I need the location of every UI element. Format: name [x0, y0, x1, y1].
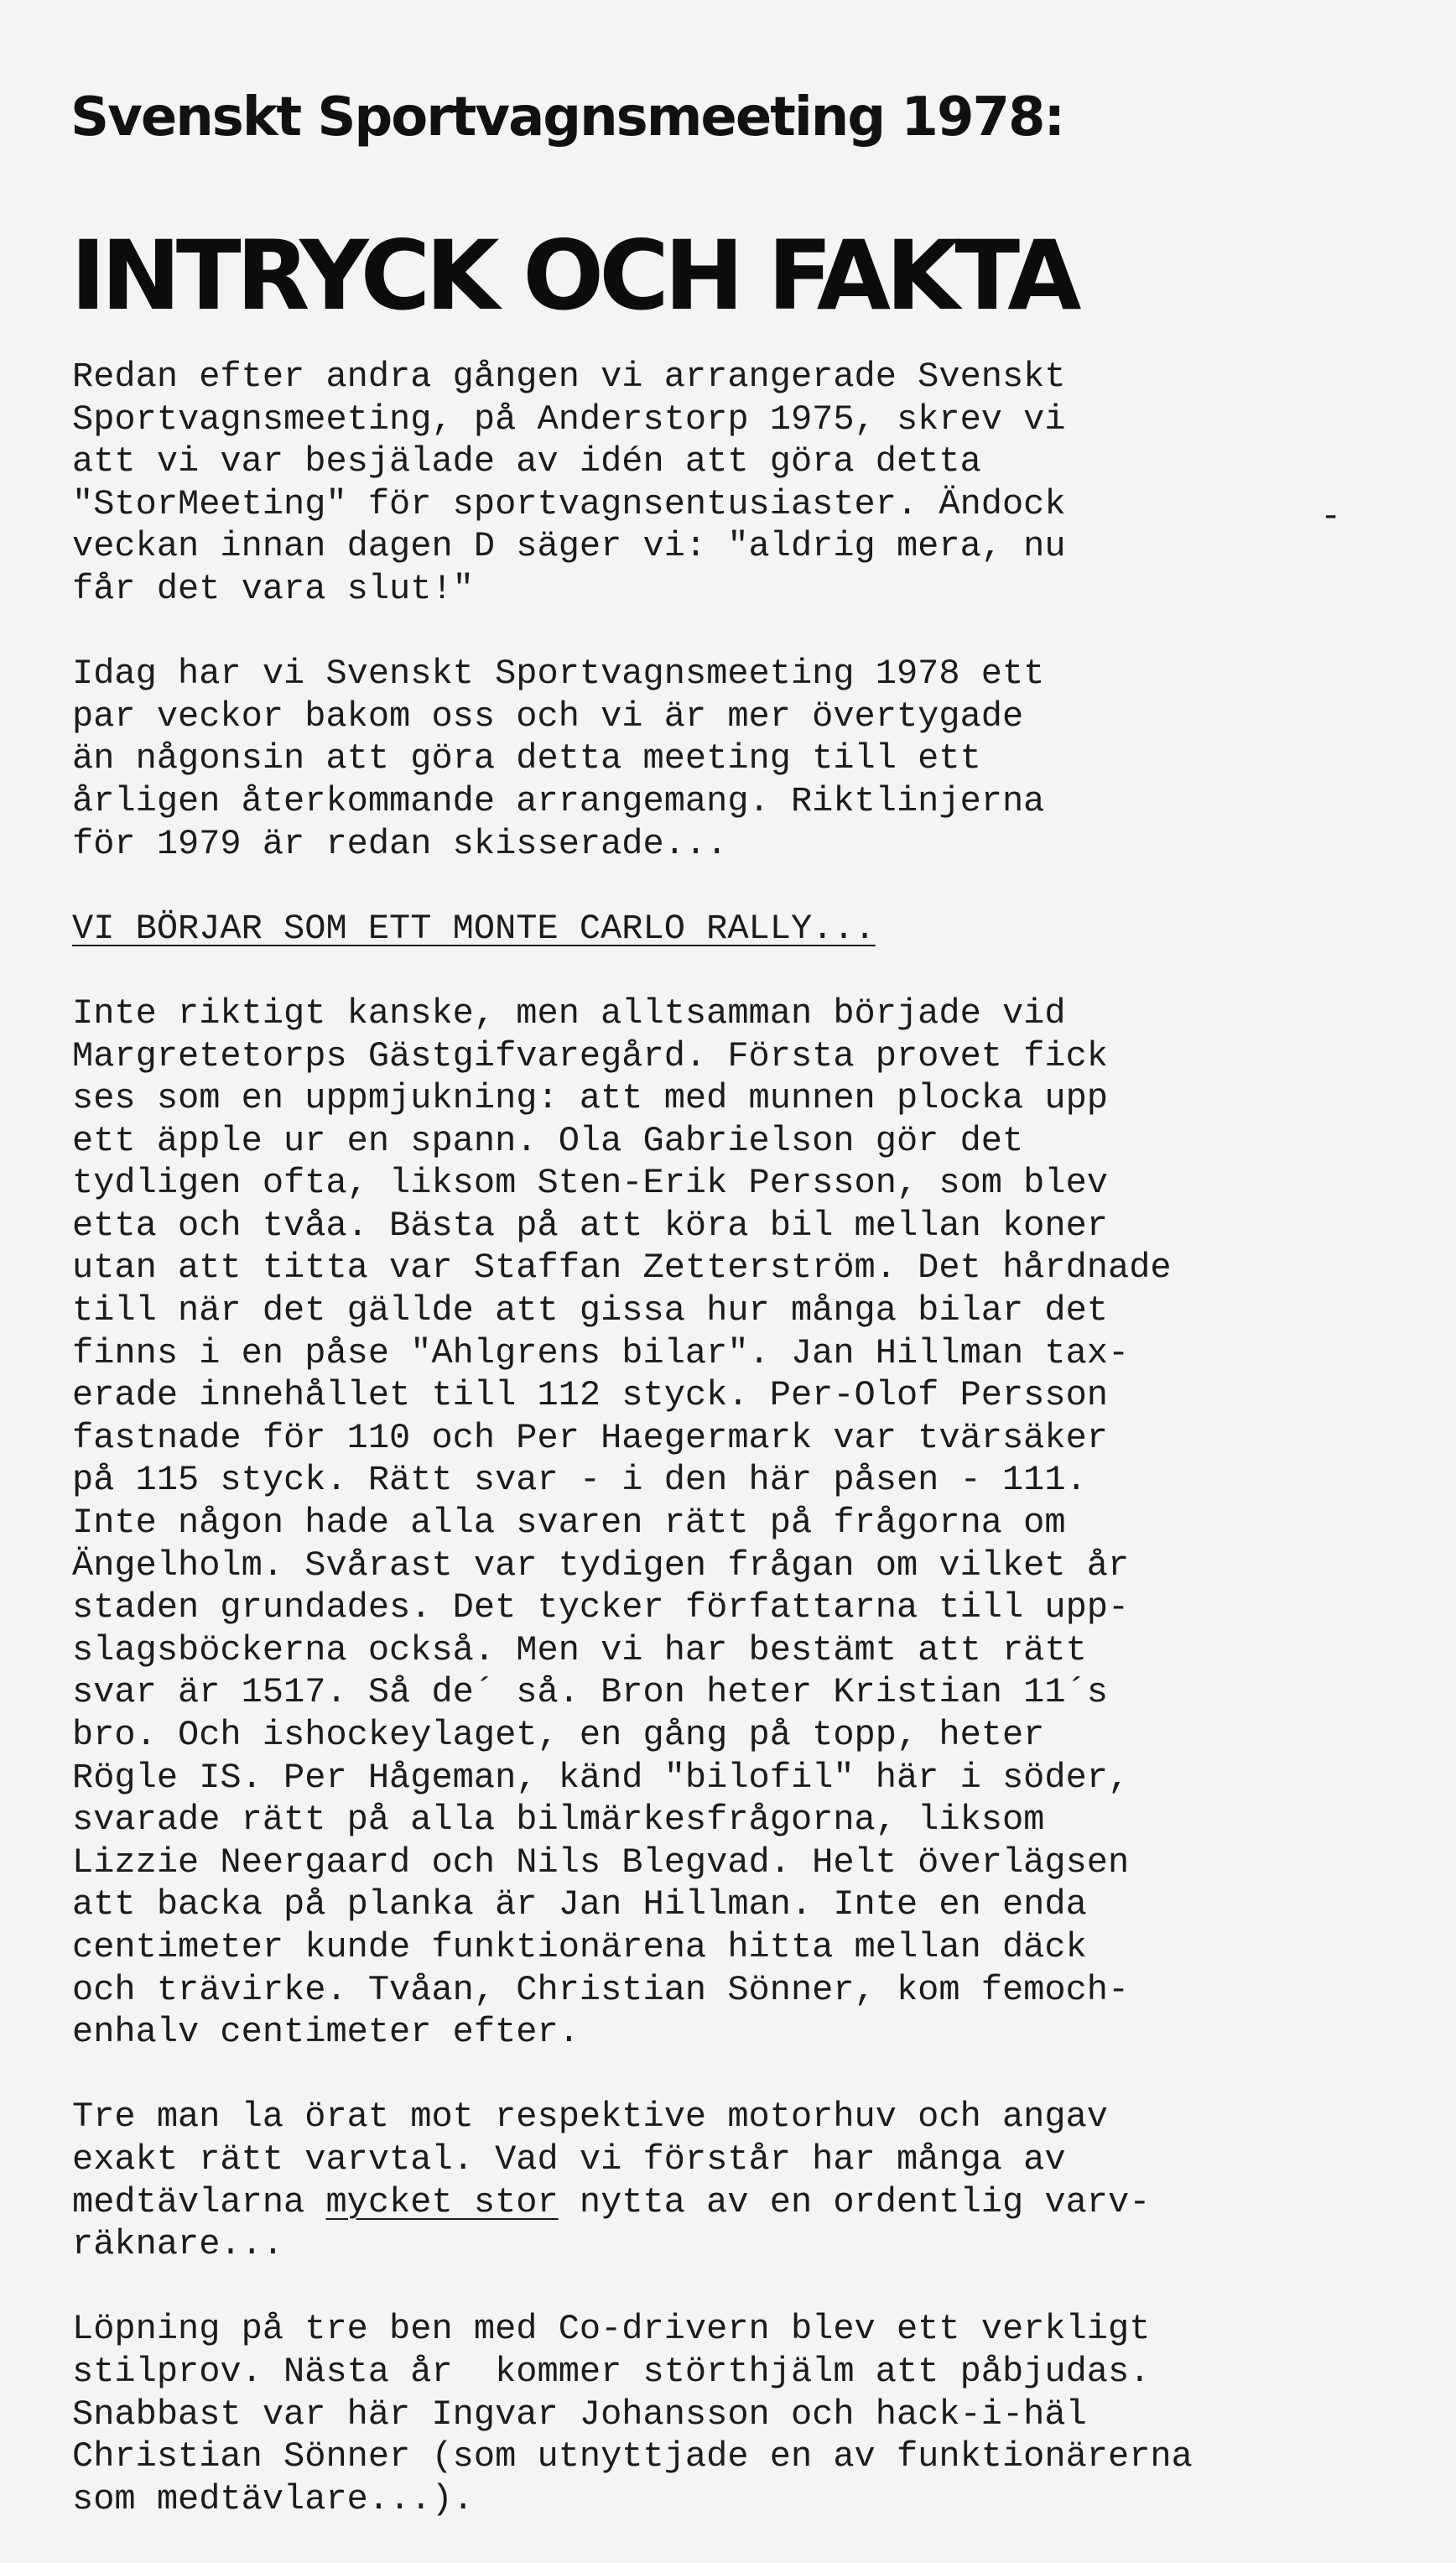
- text-line: Idag har vi Svenskt Sportvagnsmeeting 1978 ett: [72, 654, 1045, 695]
- text-line: för 1979 är redan skisserade...: [72, 823, 728, 864]
- text-line: ett äpple ur en spann. Ola Gabrielson gör det: [72, 1120, 1024, 1161]
- text-line: centimeter kunde funktionärena hitta mellan däck: [72, 1926, 1087, 1967]
- article-headline: Svenskt Sportvagnsmeeting 1978:: [70, 86, 1064, 148]
- text-line: enhalv centimeter efter.: [72, 2012, 580, 2053]
- text-line: Christian Sönner (som utnyttjade en av funktionärerna: [72, 2436, 1193, 2477]
- text-line: etta och tvåa. Bästa på att köra bil mellan koner: [72, 1205, 1109, 1246]
- paragraph-plans: [72, 653, 1431, 865]
- text-line: tydligen ofta, liksom Sten-Erik Persson, som blev: [72, 1163, 1109, 1204]
- text-line: exakt rätt varvtal. Vad vi förstår har många av: [72, 2138, 1066, 2180]
- text-line: bro. Och ishockeylaget, en gång på topp, heter: [72, 1715, 1045, 1755]
- text-line: Löpning på tre ben med Co-drivern blev ett verkligt: [72, 2309, 1151, 2350]
- text-line: Redan efter andra gången vi arrangerade Svenskt: [72, 357, 1066, 397]
- text-line: fastnade för 110 och Per Haegermark var tvärsäker: [72, 1417, 1109, 1458]
- text-line: Inte någon hade alla svaren rätt på frågorna om: [72, 1503, 1066, 1544]
- text-line: svarade rätt på alla bilmärkesfrågorna, liksom: [72, 1800, 1045, 1841]
- text-line: utan att titta var Staffan Zetterström. Det hårdnade: [72, 1248, 1172, 1289]
- text-line: [72, 2181, 1431, 2224]
- paragraph-intro: [72, 356, 1431, 611]
- text-line: årligen återkommande arrangemang. Riktlinjerna: [72, 780, 1045, 821]
- text-line: stilprov. Nästa år kommer störthjälm att påbjudas.: [72, 2351, 1151, 2392]
- text-line: Rögle IS. Per Hågeman, känd "bilofil" här i söder,: [72, 1757, 1130, 1798]
- text-line: slagsböckerna också. Men vi har bestämt att rätt: [72, 1629, 1087, 1670]
- text-line: finns i en påse "Ahlgrens bilar". Jan Hillman tax-: [72, 1332, 1130, 1373]
- article-body: [72, 356, 1431, 2563]
- text-line: staden grundades. Det tycker författarna till upp-: [72, 1587, 1130, 1628]
- subheading-text: VI BÖRJAR SOM ETT MONTE CARLO RALLY...: [72, 908, 876, 949]
- text-line: Snabbast var här Ingvar Johansson och hack-i-häl: [72, 2394, 1087, 2435]
- text-line: Margretetorps Gästgifvaregård. Första provet fick: [72, 1035, 1109, 1076]
- text-line: Inte riktigt kanske, men alltsamman började vid: [72, 992, 1066, 1034]
- paragraph-competition: [72, 992, 1431, 2054]
- text-line: att vi var besjälade av idén att göra detta: [72, 441, 981, 482]
- paragraph-three-legged-race: [72, 2308, 1431, 2520]
- text-line: som medtävlare...).: [72, 2478, 474, 2519]
- text-line: än någonsin att göra detta meeting till ett: [72, 738, 981, 779]
- text-line: till när det gällde att gissa hur många bilar det: [72, 1290, 1109, 1331]
- text-segment: nytta av en ordentlig varv-: [558, 2181, 1151, 2222]
- text-segment: medtävlarna: [72, 2181, 326, 2222]
- text-line: att backa på planka är Jan Hillman. Inte en enda: [72, 1884, 1087, 1925]
- text-line: Tre man la örat mot respektive motorhuv och angav: [72, 2097, 1109, 2138]
- text-line: Lizzie Neergaard och Nils Blegvad. Helt överlägsen: [72, 1842, 1130, 1883]
- text-line: svar är 1517. Så de´ så. Bron heter Kristian 11´s: [72, 1672, 1109, 1713]
- text-line: veckan innan dagen D säger vi: "aldrig mera, nu: [72, 526, 1066, 567]
- section-subheading: [72, 908, 1431, 951]
- text-line: Ängelholm. Svårast var tydigen frågan om vilket år: [72, 1545, 1130, 1586]
- article-title: INTRYCK OCH FAKTA: [70, 220, 1077, 331]
- underlined-phrase: mycket stor: [325, 2181, 559, 2222]
- text-line: ses som en uppmjukning: att med munnen plocka upp: [72, 1078, 1109, 1119]
- text-line: Sportvagnsmeeting, på Anderstorp 1975, skrev vi: [72, 399, 1066, 440]
- text-line: par veckor bakom oss och vi är mer övertygade: [72, 695, 1024, 737]
- text-line: erade innehållet till 112 styck. Per-Olof Persson: [72, 1375, 1109, 1416]
- text-line: på 115 styck. Rätt svar - i den här påsen - 111.: [72, 1460, 1087, 1501]
- text-line: och trävirke. Tvåan, Christian Sönner, kom femoch-: [72, 1969, 1130, 2010]
- text-line: får det vara slut!": [72, 568, 474, 609]
- text-line: "StorMeeting" för sportvagnsentusiaster. Ändock: [72, 483, 1066, 524]
- text-line: räknare...: [72, 2224, 284, 2265]
- margin-mark: -: [1320, 497, 1342, 537]
- paragraph-rpm: [72, 2096, 1431, 2265]
